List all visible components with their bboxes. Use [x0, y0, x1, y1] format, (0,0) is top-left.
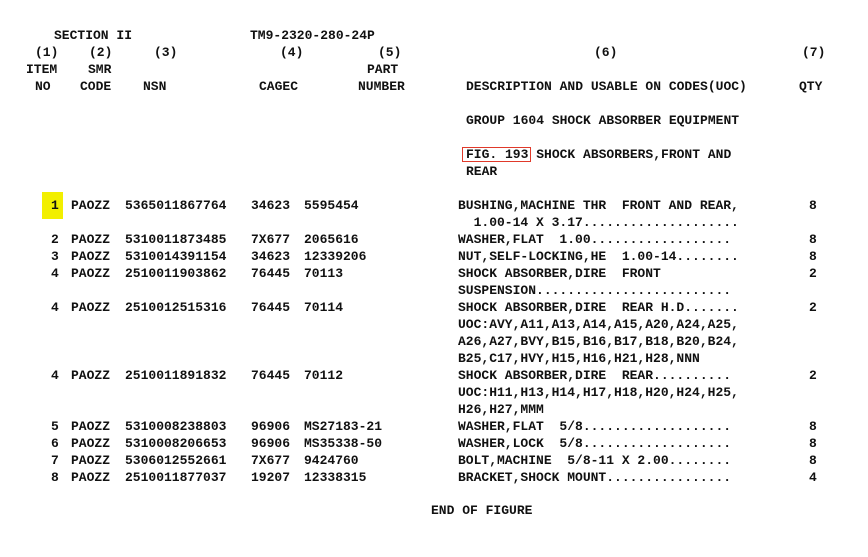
group-title: GROUP 1604 SHOCK ABSORBER EQUIPMENT [466, 113, 740, 128]
cage-code: 76445 [251, 368, 291, 383]
description-line: B25,C17,HVY,H15,H16,H21,H28,NNN [458, 351, 700, 366]
part-number: 70113 [304, 266, 344, 281]
description-line: SHOCK ABSORBER,DIRE REAR.......... [458, 368, 732, 383]
part-number: MS27183-21 [304, 419, 383, 434]
smr-code: PAOZZ [71, 453, 111, 468]
item-number: 5 [51, 419, 59, 434]
smr-header-1: SMR [88, 62, 112, 77]
quantity: 8 [809, 249, 817, 264]
col-num-2: (2) [89, 45, 113, 60]
description-line: BRACKET,SHOCK MOUNT................ [458, 470, 732, 485]
cagec-header: CAGEC [259, 79, 299, 94]
item-number: 7 [51, 453, 59, 468]
quantity: 8 [809, 419, 817, 434]
description-line: 1.00-14 X 3.17.................... [458, 215, 739, 230]
col-num-7: (7) [802, 45, 826, 60]
col-num-5: (5) [378, 45, 402, 60]
qty-header: QTY [799, 79, 823, 94]
nsn: 5310014391154 [125, 249, 227, 264]
cage-code: 7X677 [251, 453, 291, 468]
end-of-figure: END OF FIGURE [431, 503, 533, 518]
item-number: 3 [51, 249, 59, 264]
item-number: 1 [42, 192, 63, 219]
description-line: A26,A27,BVY,B15,B16,B17,B18,B20,B24, [458, 334, 739, 349]
smr-code: PAOZZ [71, 470, 111, 485]
part-header-2: NUMBER [358, 79, 405, 94]
cage-code: 19207 [251, 470, 291, 485]
smr-code: PAOZZ [71, 436, 111, 451]
smr-code: PAOZZ [71, 368, 111, 383]
smr-code: PAOZZ [71, 198, 111, 213]
description-line: UOC:H11,H13,H14,H17,H18,H20,H24,H25, [458, 385, 739, 400]
cage-code: 76445 [251, 266, 291, 281]
quantity: 8 [809, 198, 817, 213]
quantity: 2 [809, 266, 817, 281]
nsn-header: NSN [143, 79, 167, 94]
quantity: 4 [809, 470, 817, 485]
nsn: 5310008206653 [125, 436, 227, 451]
nsn: 2510011903862 [125, 266, 227, 281]
description-line: BUSHING,MACHINE THR FRONT AND REAR, [458, 198, 739, 213]
tm-number: TM9-2320-280-24P [250, 28, 375, 43]
quantity: 8 [809, 232, 817, 247]
quantity: 2 [809, 300, 817, 315]
cage-code: 34623 [251, 198, 291, 213]
nsn: 5306012552661 [125, 453, 227, 468]
part-number: 2065616 [304, 232, 359, 247]
quantity: 8 [809, 453, 817, 468]
description-line: WASHER,FLAT 1.00.................. [458, 232, 732, 247]
smr-code: PAOZZ [71, 300, 111, 315]
section-title: SECTION II [54, 28, 133, 43]
item-number: 2 [51, 232, 59, 247]
cage-code: 76445 [251, 300, 291, 315]
nsn: 5365011867764 [125, 198, 227, 213]
item-number: 4 [51, 300, 59, 315]
part-header-1: PART [367, 62, 399, 77]
item-header-2: NO [35, 79, 51, 94]
col-num-1: (1) [35, 45, 59, 60]
part-number: MS35338-50 [304, 436, 383, 451]
description-header: DESCRIPTION AND USABLE ON CODES(UOC) [466, 79, 747, 94]
description-line: H26,H27,MMM [458, 402, 544, 417]
part-number: 9424760 [304, 453, 359, 468]
figure-title-line1: FIG. 193 SHOCK ABSORBERS,FRONT AND [466, 147, 732, 162]
part-number: 5595454 [304, 198, 359, 213]
description-line: WASHER,FLAT 5/8................... [458, 419, 732, 434]
item-number: 4 [51, 368, 59, 383]
smr-code: PAOZZ [71, 266, 111, 281]
smr-header-2: CODE [80, 79, 112, 94]
description-line: SHOCK ABSORBER,DIRE REAR H.D....... [458, 300, 739, 315]
quantity: 8 [809, 436, 817, 451]
nsn: 5310011873485 [125, 232, 227, 247]
smr-code: PAOZZ [71, 232, 111, 247]
item-number: 6 [51, 436, 59, 451]
cage-code: 7X677 [251, 232, 291, 247]
cage-code: 34623 [251, 249, 291, 264]
description-line: BOLT,MACHINE 5/8-11 X 2.00........ [458, 453, 732, 468]
item-header-1: ITEM [26, 62, 58, 77]
smr-code: PAOZZ [71, 249, 111, 264]
quantity: 2 [809, 368, 817, 383]
description-line: SHOCK ABSORBER,DIRE FRONT [458, 266, 661, 281]
item-number: 8 [51, 470, 59, 485]
description-line: UOC:AVY,A11,A13,A14,A15,A20,A24,A25, [458, 317, 739, 332]
nsn: 2510011891832 [125, 368, 227, 383]
cage-code: 96906 [251, 436, 291, 451]
description-line: WASHER,LOCK 5/8................... [458, 436, 732, 451]
col-num-6: (6) [594, 45, 618, 60]
cage-code: 96906 [251, 419, 291, 434]
part-number: 12338315 [304, 470, 367, 485]
part-number: 12339206 [304, 249, 367, 264]
description-line: SUSPENSION......................... [458, 283, 732, 298]
nsn: 5310008238803 [125, 419, 227, 434]
col-num-4: (4) [280, 45, 304, 60]
part-number: 70114 [304, 300, 344, 315]
nsn: 2510012515316 [125, 300, 227, 315]
figure-title-line2: REAR [466, 164, 498, 179]
nsn: 2510011877037 [125, 470, 227, 485]
description-line: NUT,SELF-LOCKING,HE 1.00-14........ [458, 249, 739, 264]
item-number: 4 [51, 266, 59, 281]
smr-code: PAOZZ [71, 419, 111, 434]
part-number: 70112 [304, 368, 344, 383]
col-num-3: (3) [154, 45, 178, 60]
